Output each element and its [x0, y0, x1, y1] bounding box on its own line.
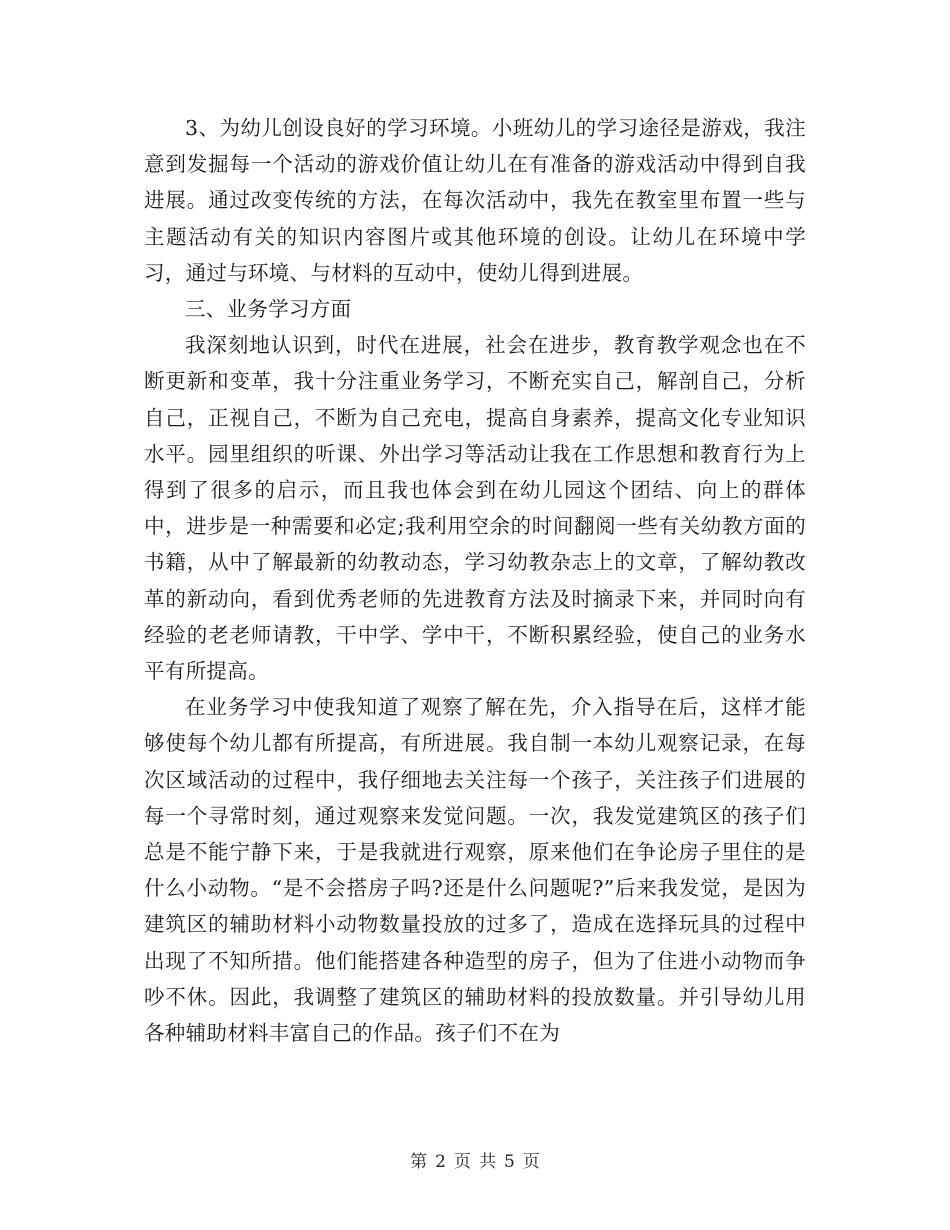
footer-total-prefix: 共 [479, 1152, 496, 1172]
paragraph-business-study: 我深刻地认识到，时代在进展，社会在进步，教育教学观念也在不断更新和变革，我十分注重业务学习，不断充实自己，解剖自己，分析自己，正视自己，不断为自己充电，提高自身素养，提高文化专业知识水平。园里组织的听课、外出学习等活动让我在工作思想和教育行为上得到了很多的启示，而且我也体会到在幼儿园这个团结、向上的群体中，进步是一种需要和必定;我利用空余的时间翻阅一些有关幼教方面的书籍，从中了解最新的幼教动态，学习幼教杂志上的文章，了解幼教改革的新动向，看到优秀老师的先进教育方法及时摘录下来，并同时向有经验的老老师请教，干中学、学中干，不断积累经验，使自己的业务水平有所提高。 [144, 333, 806, 684]
page-body [144, 110, 806, 1051]
footer-total-pages: 5 [504, 1152, 515, 1172]
footer-page-prefix: 第 [410, 1152, 428, 1172]
paragraph-observation: 在业务学习中使我知道了观察了解在先，介入指导在后，这样才能够使每个幼儿都有所提高，有所进展。我自制一本幼儿观察记录，在每次区域活动的过程中，我仔细地去关注每一个孩子，关注孩子们进展的每一个寻常时刻，通过观察来发觉问题。一次，我发觉建筑区的孩子们总是不能宁静下来，于是我就进行观察，原来他们在争论房子里住的是什么小动物。“是不会搭房子吗?还是什么问题呢?”后来我发觉，是因为建筑区的辅助材料小动物数量投放的过多了，造成在选择玩具的过程中出现了不知所措。他们能搭建各种造型的房子，但为了住进小动物而争吵不休。因此，我调整了建筑区的辅助材料的投放数量。并引导幼儿用各种辅助材料丰富自己的作品。孩子们不在为 [144, 695, 806, 1046]
footer-current-page: 2 [435, 1152, 446, 1172]
footer-total-suffix: 页 [522, 1152, 540, 1172]
section-heading-business-study: 三、业务学习方面 [185, 297, 352, 322]
page-footer [0, 1150, 950, 1174]
footer-page-word: 页 [454, 1152, 471, 1172]
paragraph-learning-environment: 3、为幼儿创设良好的学习环境。小班幼儿的学习途径是游戏，我注意到发掘每一个活动的游戏价值让幼儿在有准备的游戏活动中得到自我进展。通过改变传统的方法，在每次活动中，我先在教室里布置一些与主题活动有关的知识内容图片或其他环境的创设。让幼儿在环境中学习，通过与环境、与材料的互动中，使幼儿得到进展。 [144, 116, 806, 285]
